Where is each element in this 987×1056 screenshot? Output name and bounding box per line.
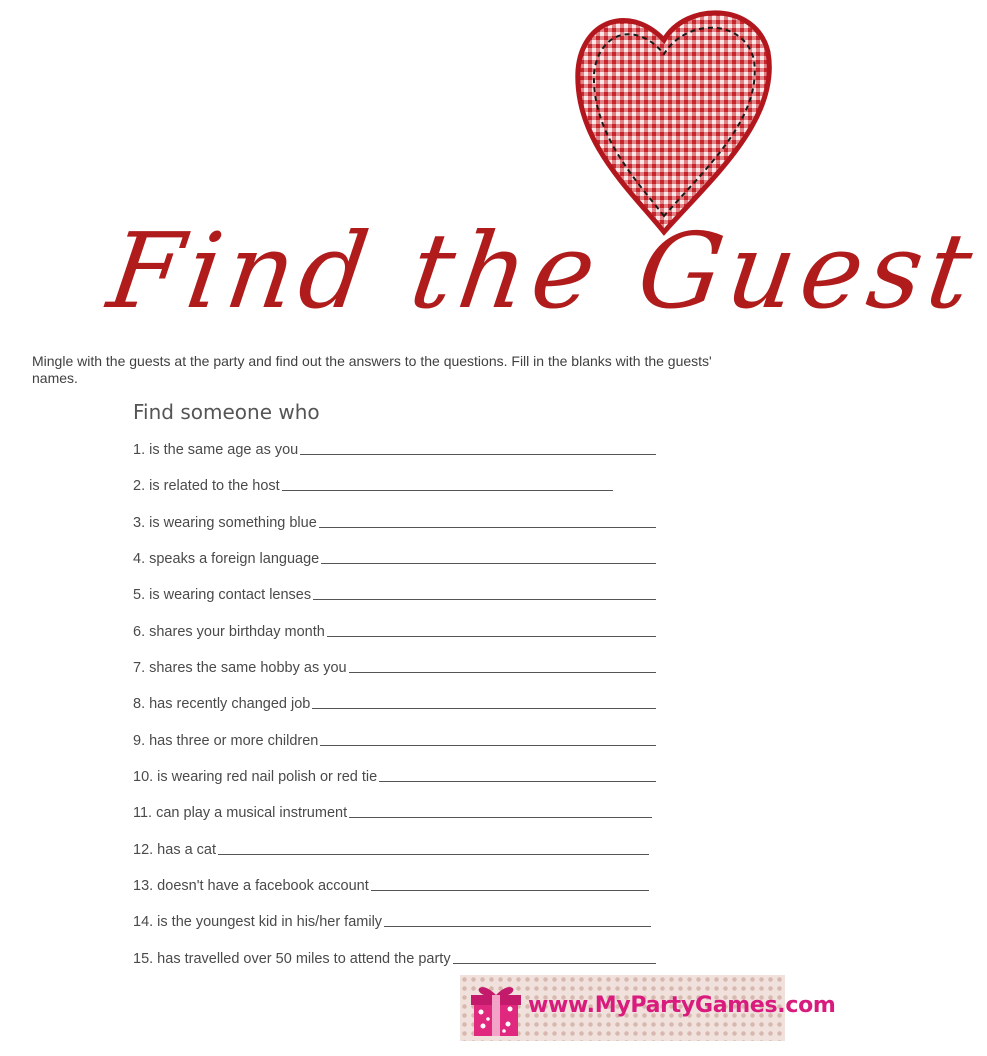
question-row-11: [133, 801, 652, 821]
question-row-12: [133, 838, 649, 858]
answer-blank[interactable]: [379, 780, 656, 782]
question-row-3: [133, 511, 656, 531]
question-text: 9. has three or more children: [133, 733, 319, 749]
question-text: 7. shares the same hobby as you: [133, 660, 347, 676]
question-row-1: [133, 438, 656, 458]
answer-blank[interactable]: [300, 453, 656, 455]
question-row-10: [133, 765, 656, 785]
question-text: 5. is wearing contact lenses: [133, 587, 312, 603]
answer-blank[interactable]: [321, 562, 656, 564]
question-row-6: [133, 620, 656, 640]
question-row-15: [133, 947, 656, 967]
question-row-9: [133, 729, 656, 749]
question-row-4: [133, 547, 656, 567]
section-subheading: Find someone who: [133, 400, 320, 424]
question-text: 12. has a cat: [133, 842, 217, 858]
answer-blank[interactable]: [218, 853, 649, 855]
question-text: 15. has travelled over 50 miles to attend the party: [133, 951, 451, 967]
answer-blank[interactable]: [371, 889, 649, 891]
answer-blank[interactable]: [312, 707, 656, 709]
question-row-5: [133, 583, 656, 603]
instructions-text: Mingle with the guests at the party and find out the answers to the questions. Fill in the blanks with the guests' names.: [32, 353, 712, 386]
answer-blank[interactable]: [282, 489, 613, 491]
answer-blank[interactable]: [384, 925, 651, 927]
question-text: 1. is the same age as you: [133, 442, 299, 458]
gift-box-icon: [468, 978, 524, 1038]
answer-blank[interactable]: [320, 744, 656, 746]
question-text: 13. doesn't have a facebook account: [133, 878, 369, 894]
question-text: 8. has recently changed job: [133, 696, 311, 712]
question-text: 6. shares your birthday month: [133, 624, 325, 640]
question-text: 11. can play a musical instrument: [133, 805, 348, 821]
answer-blank[interactable]: [349, 671, 656, 673]
question-row-13: [133, 874, 649, 894]
answer-blank[interactable]: [453, 962, 656, 964]
answer-blank[interactable]: [313, 598, 656, 600]
site-logo: www.MyPartyGames.com: [528, 993, 836, 1018]
question-text: 3. is wearing something blue: [133, 515, 317, 531]
question-row-14: [133, 910, 651, 930]
answer-blank[interactable]: [349, 816, 652, 818]
answer-blank[interactable]: [319, 526, 656, 528]
question-text: 14. is the youngest kid in his/her family: [133, 914, 383, 930]
answer-blank[interactable]: [327, 635, 656, 637]
question-row-7: [133, 656, 656, 676]
page-title: Find the Guest: [101, 210, 985, 332]
question-row-2: [133, 474, 613, 494]
question-row-8: [133, 692, 656, 712]
question-text: 2. is related to the host: [133, 478, 280, 494]
question-text: 10. is wearing red nail polish or red tie: [133, 769, 378, 785]
question-text: 4. speaks a foreign language: [133, 551, 320, 567]
